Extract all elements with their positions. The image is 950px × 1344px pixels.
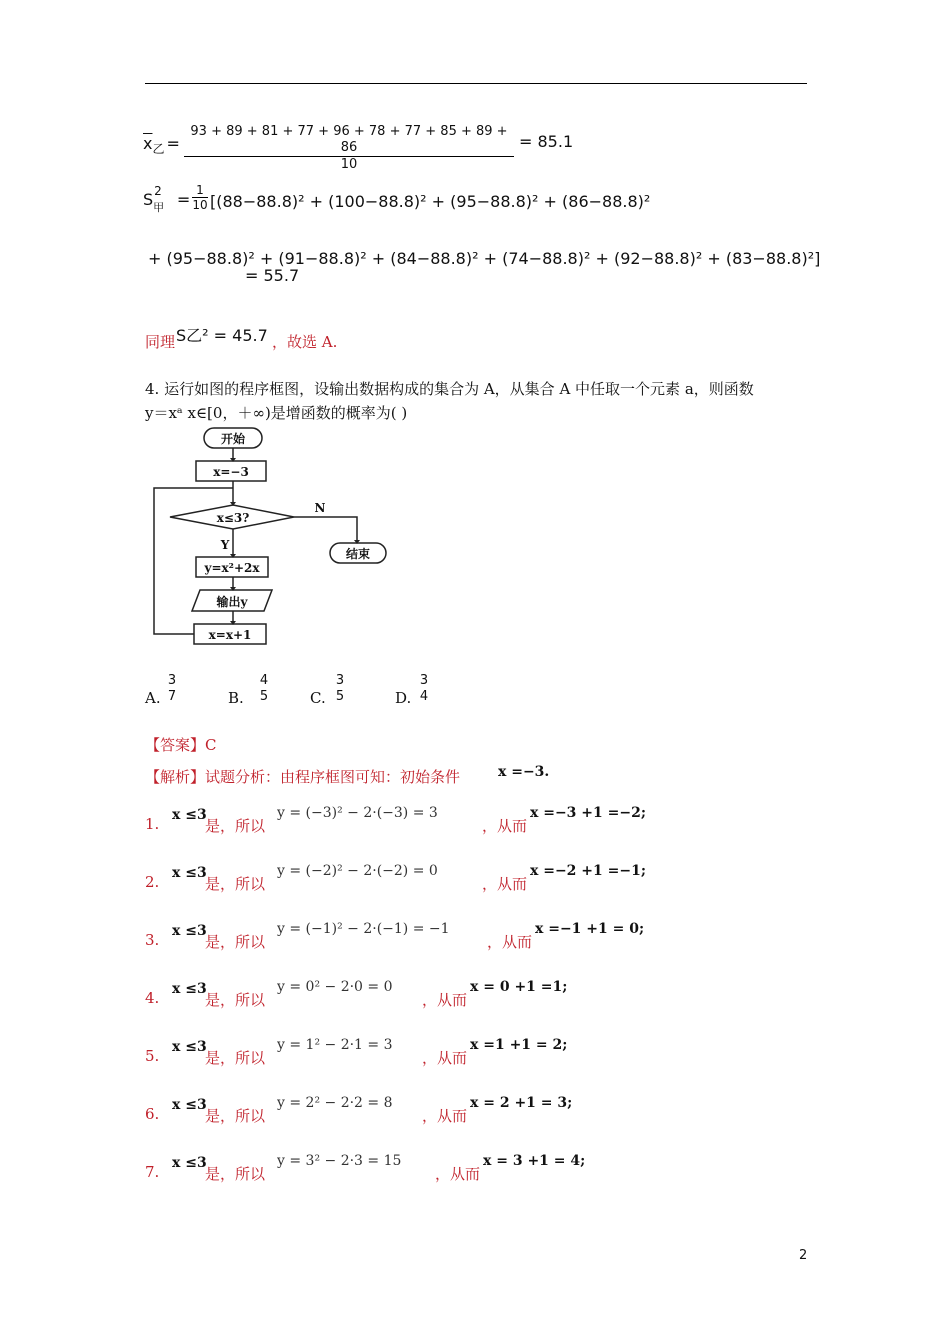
page-number: 2 [799,1248,808,1263]
step-hence: ，从而 [482,817,528,835]
option-d-fraction: 3 4 [419,673,429,704]
mean-fraction [184,124,514,173]
flow-compute-label: y=x²+2x [204,561,260,575]
step-therefore: 是，所以 [205,991,266,1009]
answer-line: 【答案】C [145,736,217,754]
option-a-fraction: 3 7 [167,673,177,704]
step-hence: ，从而 [422,1107,468,1125]
flow-no-label: N [314,501,326,515]
header-rule [145,83,807,84]
option-c-fraction: 3 5 [335,673,345,704]
step-condition: x ≤3 [172,981,207,997]
step-number: 5. [145,1047,160,1065]
var2-expr: S乙² = 45.7 [176,326,268,345]
step-therefore: 是，所以 [205,1165,266,1183]
step-x-update: x =−3 +1 =−2; [530,805,647,821]
step-condition: x ≤3 [172,1155,207,1171]
mean-numerator: 93 + 89 + 81 + 77 + 96 + 78 + 77 + 85 + 89 + 86 [190,124,508,155]
option-b-fraction: 4 5 [259,673,269,704]
step-y-formula: y = (−1)² − 2·(−1) = −1 [277,921,450,937]
option-c-label: C. [310,689,326,707]
step-condition: x ≤3 [172,865,207,881]
var1-lhs: $S_甲^2$ = [143,184,191,214]
var1-frac-num: 1 [196,183,204,197]
var1-frac-den: 10 [192,198,208,212]
step-x-update: x = 0 +1 =1; [470,979,568,995]
step-hence: ，从而 [435,1165,481,1183]
step-y-formula: y = 1² − 2·1 = 3 [277,1037,393,1053]
step-x-update: x =−1 +1 = 0; [535,921,645,937]
var1-line2: + (95−88.8)² + (91−88.8)² + (84−88.8)² + (74−88.8)² + (92−88.8)² + (83−88.8)²] [148,249,821,268]
step-x-update: x =−2 +1 =−1; [530,863,647,879]
step-hence: ，从而 [422,991,468,1009]
option-d-label: D. [395,689,412,707]
option-a-label: A. [145,689,161,707]
step-number: 3. [145,931,160,949]
option-b-label: B. [228,689,244,707]
step-condition: x ≤3 [172,923,207,939]
mean-denominator: 10 [340,157,358,172]
var2-suffix: ，故选 A. [272,333,338,351]
question-line1: 4. 运行如图的程序框图，设输出数据构成的集合为 A，从集合 A 中任取一个元素 a，则函数 [145,380,754,398]
step-therefore: 是，所以 [205,1049,266,1067]
var2-prefix: 同理 [145,333,176,351]
step-condition: x ≤3 [172,1097,207,1113]
step-x-update: x = 3 +1 = 4; [483,1153,586,1169]
flow-start-label: 开始 [220,432,246,446]
step-x-update: x = 2 +1 = 3; [470,1095,573,1111]
var1-line1: [(88−88.8)² + (100−88.8)² + (95−88.8)² + (86−88.8)² [210,192,651,211]
flow-cond-label: x≤3? [216,511,250,525]
analysis-label: 【解析】试题分析：由程序框图可知：初始条件 [145,768,461,786]
flow-incr-label: x=x+1 [208,628,252,642]
var1-fraction [192,183,208,212]
step-y-formula: y = (−3)² − 2·(−3) = 3 [277,805,438,821]
step-number: 2. [145,873,160,891]
step-condition: x ≤3 [172,807,207,823]
step-therefore: 是，所以 [205,875,266,893]
flowchart [150,425,400,655]
step-hence: ，从而 [422,1049,468,1067]
step-condition: x ≤3 [172,1039,207,1055]
flow-init-label: x=−3 [213,465,249,479]
step-y-formula: y = (−2)² − 2·(−2) = 0 [277,863,438,879]
mean-result: = 85.1 [519,132,574,151]
step-number: 7. [145,1163,160,1181]
analysis-init: x =−3. [498,764,550,780]
step-number: 4. [145,989,160,1007]
mean-lhs: $\overline{x}_乙$ = [143,134,180,156]
question-line2: y＝xᵃ x∈[0，＋∞)是增函数的概率为( ) [145,404,408,422]
step-x-update: x =1 +1 = 2; [470,1037,568,1053]
flow-output-label: 输出y [216,595,248,609]
step-therefore: 是，所以 [205,1107,266,1125]
flow-yes-label: Y [220,538,230,552]
step-number: 1. [145,815,160,833]
flow-end-label: 结束 [345,547,371,561]
step-therefore: 是，所以 [205,933,266,951]
step-number: 6. [145,1105,160,1123]
var1-result: = 55.7 [245,266,300,285]
step-y-formula: y = 2² − 2·2 = 8 [277,1095,393,1111]
step-hence: ，从而 [487,933,533,951]
step-y-formula: y = 3² − 2·3 = 15 [277,1153,402,1169]
step-therefore: 是，所以 [205,817,266,835]
step-y-formula: y = 0² − 2·0 = 0 [277,979,393,995]
step-hence: ，从而 [482,875,528,893]
